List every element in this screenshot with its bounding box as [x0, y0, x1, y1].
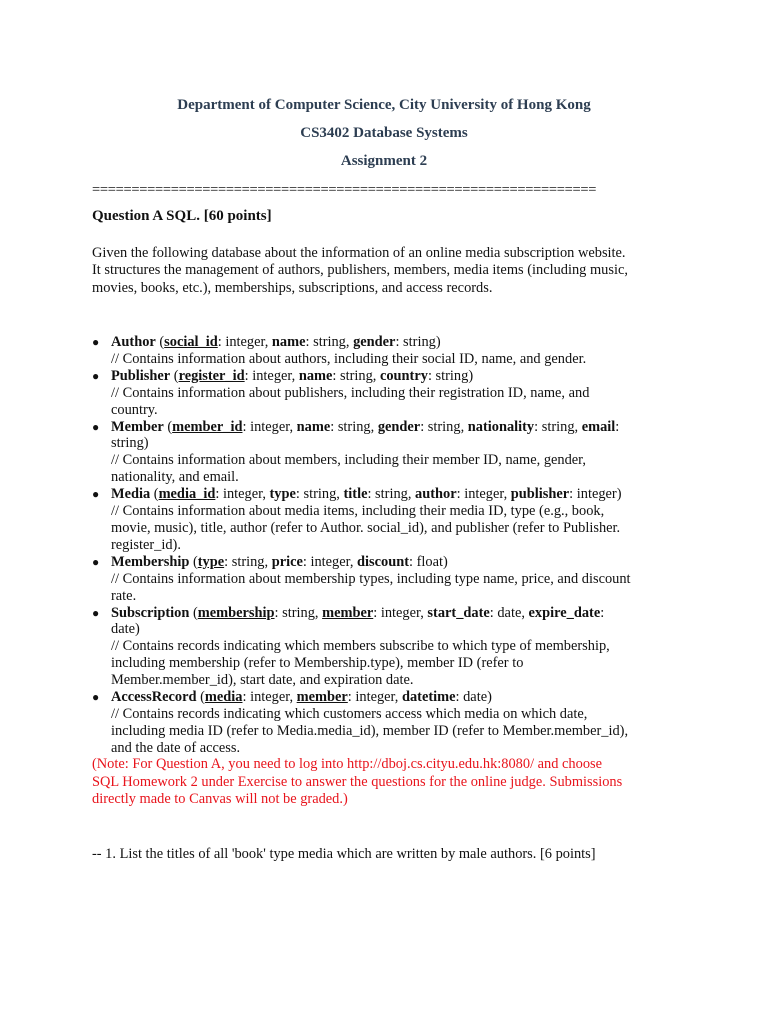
intro-paragraph [92, 245, 682, 297]
schema-signature: Media (media_id: integer, type: string, title: string, author: integer, publisher: integer) [111, 486, 622, 503]
bullet-icon: ● [92, 690, 100, 705]
course-heading: CS3402 Database Systems [300, 125, 468, 141]
schema-signature: Publisher (register_id: integer, name: string, country: string) [111, 367, 474, 384]
primary-key: media_id [158, 486, 216, 503]
schema-description: // Contains records indicating which customers access which media on which date, [111, 705, 588, 722]
intro-line: It structures the management of authors, publishers, members, media items (including music, [92, 262, 628, 279]
table-name: Publisher [111, 367, 171, 384]
bullet-icon: ● [92, 419, 100, 434]
field-name: title [343, 486, 368, 503]
note-line: (Note: For Question A, you need to log into http://dboj.cs.cityu.edu.hk:8080/ and choose [92, 756, 603, 772]
bullet-icon: ● [92, 487, 100, 502]
field-name: price [271, 553, 303, 570]
field-name: type [269, 486, 296, 503]
schema-item-media [92, 486, 692, 554]
question-1: -- 1. List the titles of all 'book' type media which are written by male authors. [6 points] [92, 846, 596, 862]
schema-description: // Contains information about publishers, including their registration ID, name, and [111, 384, 590, 401]
schema-description: movie, music), title, author (refer to Author. social_id), and publisher (refer to Publisher. [111, 519, 621, 536]
schema-item-publisher [92, 368, 692, 419]
schema-signature: Subscription (membership: string, member: integer, start_date: date, expire_date: [111, 604, 605, 621]
schema-description: // Contains records indicating which members subscribe to which type of membership, [111, 638, 610, 655]
schema-item-author [92, 334, 692, 368]
schema-signature: Member (member_id: integer, name: string, gender: string, nationality: string, email: [111, 418, 620, 435]
schema-signature: AccessRecord (media: integer, member: integer, datetime: date) [111, 689, 492, 706]
field-name: nationality [467, 418, 535, 435]
field-name: name [296, 418, 331, 435]
schema-description: including media ID (refer to Media.media_id), member ID (refer to Member.member_id), [111, 722, 629, 739]
intro-line: Given the following database about the information of an online media subscription website. [92, 245, 626, 261]
field-name: publisher [510, 486, 570, 503]
primary-key: member [322, 604, 374, 621]
table-name: Membership [111, 553, 190, 570]
submission-note [92, 756, 692, 809]
assignment-heading: Assignment 2 [340, 153, 428, 169]
primary-key: member [296, 689, 348, 706]
schema-description: register_id). [111, 536, 181, 553]
primary-key: member_id [172, 418, 243, 435]
primary-key: membership [197, 604, 275, 621]
schema-description: and the date of access. [111, 739, 241, 756]
schema-item-member [92, 419, 692, 487]
field-name: name [271, 334, 306, 350]
field-name: expire_date [528, 604, 601, 621]
schema-description: // Contains information about authors, including their social ID, name, and gender. [111, 350, 587, 367]
field-name: author [415, 486, 457, 503]
primary-key: media [204, 689, 243, 706]
question-title: Question A SQL. [60 points] [92, 208, 272, 224]
field-name: country [379, 367, 428, 384]
note-line: directly made to Canvas will not be graded.) [92, 791, 348, 808]
schema-item-accessrecord [92, 689, 692, 757]
field-name: gender [353, 334, 396, 350]
primary-key: type [197, 553, 225, 570]
schema-description: rate. [111, 587, 137, 604]
schema-signature-cont: string) [111, 435, 149, 452]
table-name: Author [111, 334, 156, 350]
note-line: SQL Homework 2 under Exercise to answer the questions for the online judge. Submissions [92, 773, 623, 790]
schema-description: // Contains information about members, including their member ID, name, gender, [111, 452, 586, 469]
field-name: discount [357, 553, 410, 570]
bullet-icon: ● [92, 335, 100, 349]
field-name: name [298, 367, 333, 384]
separator-rule: ================================================================ [92, 182, 597, 198]
field-name: email [581, 418, 616, 435]
schema-description: including membership (refer to Membership.type), member ID (refer to [111, 655, 524, 672]
schema-signature: Author (social_id: integer, name: string, gender: string) [111, 334, 441, 350]
schema-description: nationality, and email. [111, 469, 239, 486]
department-heading: Department of Computer Science, City University of Hong Kong [177, 97, 591, 113]
intro-line: movies, books, etc.), memberships, subscriptions, and access records. [92, 279, 493, 296]
schema-description: country. [111, 401, 158, 418]
table-name: Subscription [111, 604, 190, 621]
primary-key: register_id [178, 367, 245, 384]
schema-description: // Contains information about membership types, including type name, price, and discount [111, 570, 631, 587]
table-name: AccessRecord [111, 689, 197, 706]
primary-key: social_id [164, 334, 218, 350]
schema-list [92, 334, 692, 757]
schema-item-membership [92, 554, 692, 605]
field-name: start_date [427, 604, 490, 621]
schema-signature-cont: date) [111, 621, 140, 638]
schema-description: // Contains information about media items, including their media ID, type (e.g., book, [111, 503, 605, 520]
schema-item-subscription [92, 605, 692, 690]
schema-signature: Membership (type: string, price: integer, discount: float) [111, 553, 448, 570]
bullet-icon: ● [92, 368, 100, 383]
bullet-icon: ● [92, 605, 100, 620]
field-name: gender [377, 418, 421, 435]
schema-description: Member.member_id), start date, and expiration date. [111, 672, 414, 689]
field-name: datetime [401, 689, 456, 706]
table-name: Member [111, 418, 164, 435]
table-name: Media [111, 486, 151, 503]
bullet-icon: ● [92, 554, 100, 569]
